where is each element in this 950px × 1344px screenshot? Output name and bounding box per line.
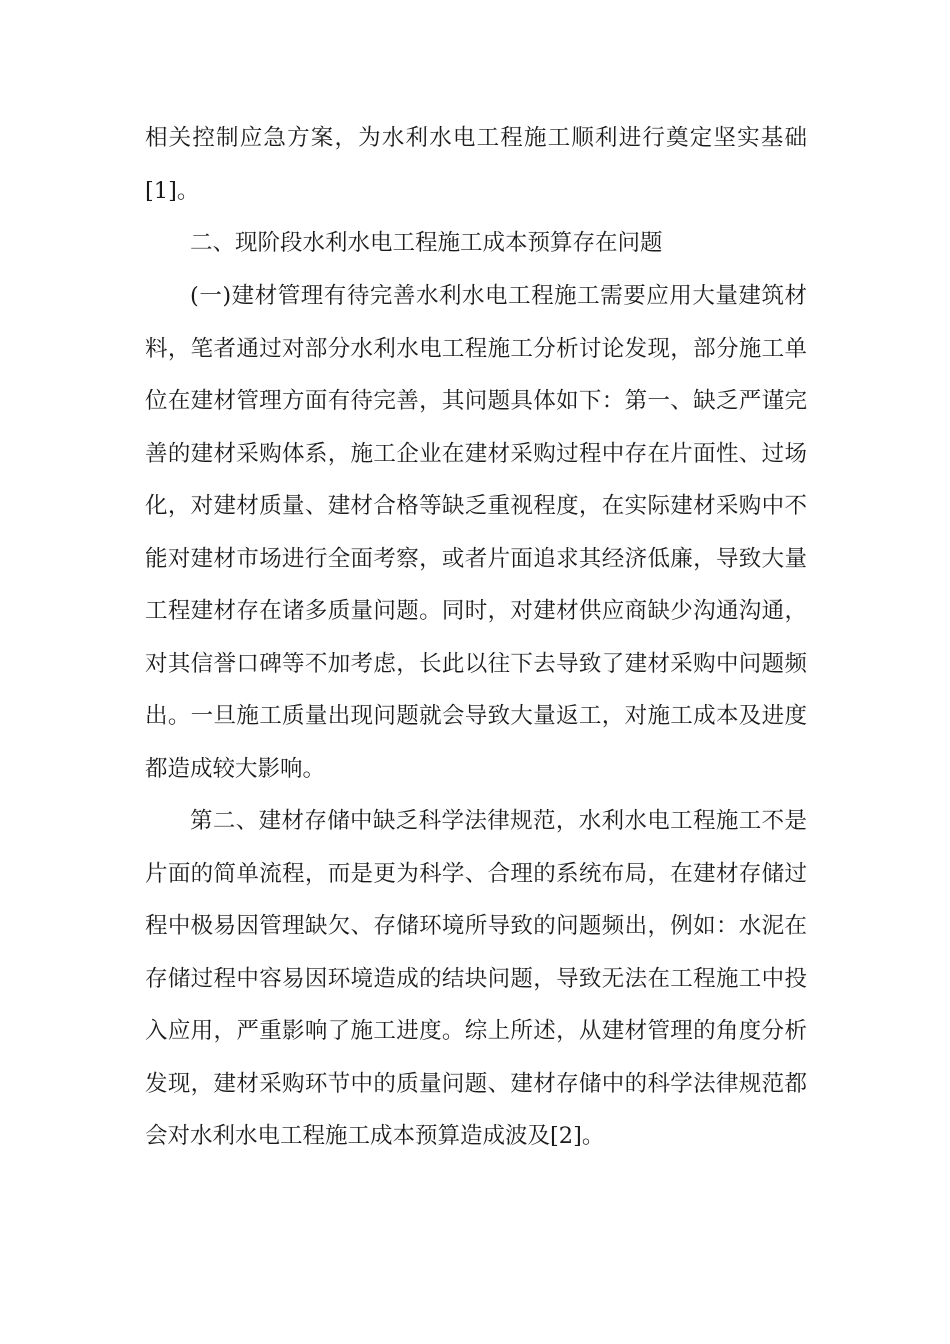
section-heading <box>145 217 807 270</box>
paragraph-material-storage <box>145 795 807 1163</box>
paragraph-building-materials <box>145 270 807 795</box>
paragraph-text: (一)建材管理有待完善水利水电工程施工需要应用大量建筑材料，笔者通过对部分水利水电工程施工分析讨论发现，部分施工单位在建材管理方面有待完善，其问题具体如下：第一、缺乏严谨完善的建材采购体系，施工企业在建材采购过程中存在片面性、过场化，对建材质量、建材合格等缺乏重视程度，在实际建材采购中不能对建材市场进行全面考察，或者片面追求其经济低廉，导致大量工程建材存在诸多质量问题。同时，对建材供应商缺少沟通沟通，对其信誉口碑等不加考虑，长此以往下去导致了建材采购中问题频出。一旦施工质量出现问题就会导致大量返工，对施工成本及进度都造成较大影响。 <box>145 283 807 782</box>
paragraph-continuation <box>145 112 807 217</box>
paragraph-text: 相关控制应急方案，为水利水电工程施工顺利进行奠定坚实基础[1]。 <box>145 125 807 204</box>
section-heading-text: 二、现阶段水利水电工程施工成本预算存在问题 <box>190 230 663 256</box>
paragraph-text: 第二、建材存储中缺乏科学法律规范，水利水电工程施工不是片面的简单流程，而是更为科学、合理的系统布局，在建材存储过程中极易因管理缺欠、存储环境所导致的问题频出，例如：水泥在存储过程中容易因环境造成的结块问题，导致无法在工程施工中投入应用，严重影响了施工进度。综上所述，从建材管理的角度分析发现，建材采购环节中的质量问题、建材存储中的科学法律规范都会对水利水电工程施工成本预算造成波及[2]。 <box>145 808 807 1149</box>
